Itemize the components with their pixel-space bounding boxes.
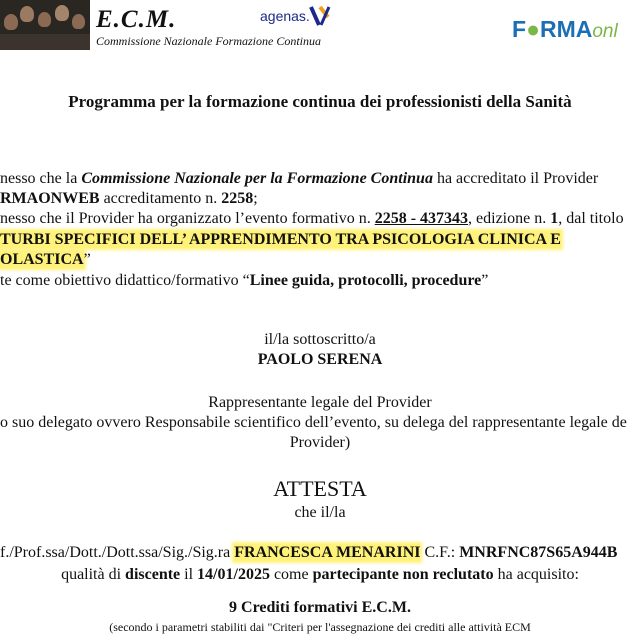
event-title-close-quote: ” (83, 251, 91, 268)
event-title-part-1: TURBI SPECIFICI DELL’ APPRENDIMENTO TRA PSICOLOGIA CLINICA E (0, 231, 561, 248)
premise-3-post: , dal titolo (558, 210, 624, 227)
participant-name: FRANCESCA MENARINI (234, 544, 421, 561)
forma-logo-f: F (512, 16, 527, 42)
delegate-line-2: Provider) (289, 434, 351, 451)
premise-3-mid: , edizione n. (468, 210, 551, 227)
premise-3-pre: nesso che il Provider ha organizzato l’evento formativo n. (0, 210, 375, 227)
event-title-part-2: OLASTICA (0, 251, 84, 268)
objective-post: ” (481, 272, 489, 289)
objective-line (0, 272, 488, 290)
commission-name: Commissione Nazionale per la Formazione Continua (81, 170, 433, 187)
objective-value: Linee guida, protocolli, procedure (249, 272, 482, 289)
tax-code-label: C.F.: (420, 544, 460, 561)
premise-1-post: ha accreditato il Provider (432, 170, 599, 187)
event-title-line-2 (0, 251, 91, 269)
participant-type: partecipante non reclutato (312, 566, 494, 583)
qualification-mid-2: come (269, 566, 313, 583)
premise-line-2 (0, 190, 258, 208)
document-heading: Programma per la formazione continua dei professionisti della Sanità (68, 92, 572, 111)
provider-name: RMAONWEB (0, 190, 100, 207)
premise-2-mid: accreditamento n. (99, 190, 222, 207)
provider-role: Rappresentante legale del Provider (208, 394, 432, 411)
forma-logo-tail: onl (592, 21, 618, 42)
header-photo (0, 0, 90, 50)
event-number: 2258 - 437343 (374, 210, 469, 227)
participant-title-prefix: f./Prof.ssa/Dott./Dott.ssa/Sig./Sig.ra (0, 544, 235, 561)
attesta-heading: ATTESTA (273, 476, 367, 501)
delegate-line-1: o suo delegato ovvero Responsabile scientifico dell’evento, su delega del rappresentante legale de (0, 414, 627, 431)
credits-line: 9 Crediti formativi E.C.M. (229, 599, 411, 616)
participant-role: discente (125, 566, 181, 583)
premise-line-1 (0, 170, 598, 188)
qualification-mid: il (180, 566, 198, 583)
qualification-line (0, 566, 640, 584)
event-title-line-1 (0, 231, 561, 249)
objective-pre: te come obiettivo didattico/formativo “ (0, 272, 250, 289)
forma-logo-person-icon: ● (526, 16, 540, 42)
tax-code-value: MNRFNC87S65A944B (459, 544, 618, 561)
che-label: che il/la (294, 504, 346, 521)
agenas-logo-text: agenas. (260, 8, 310, 24)
qualification-pre: qualità di (61, 566, 126, 583)
participation-date: 14/01/2025 (197, 566, 270, 583)
signer-name: PAOLO SERENA (257, 351, 383, 368)
premise-1-pre: nesso che la (0, 170, 82, 187)
agenas-logo-icon (308, 4, 334, 28)
premise-line-3 (0, 210, 624, 228)
premise-2-end: ; (253, 190, 258, 207)
ecm-subtitle: Commissione Nazionale Formazione Continua (96, 34, 322, 48)
forma-logo-rma: RMA (539, 16, 593, 42)
ecm-title: E.C.M. (96, 6, 177, 33)
formaonline-logo (512, 16, 618, 43)
criteria-line: (secondo i parametri stabiliti dai "Criteri per l'assegnazione dei crediti alle attività ECM (109, 620, 531, 634)
accreditation-number: 2258 (221, 190, 254, 207)
participant-line (0, 544, 617, 562)
qualification-post: ha acquisito: (493, 566, 579, 583)
edition-number: 1 (550, 210, 559, 227)
signer-label: il/la sottoscritto/a (264, 331, 376, 348)
